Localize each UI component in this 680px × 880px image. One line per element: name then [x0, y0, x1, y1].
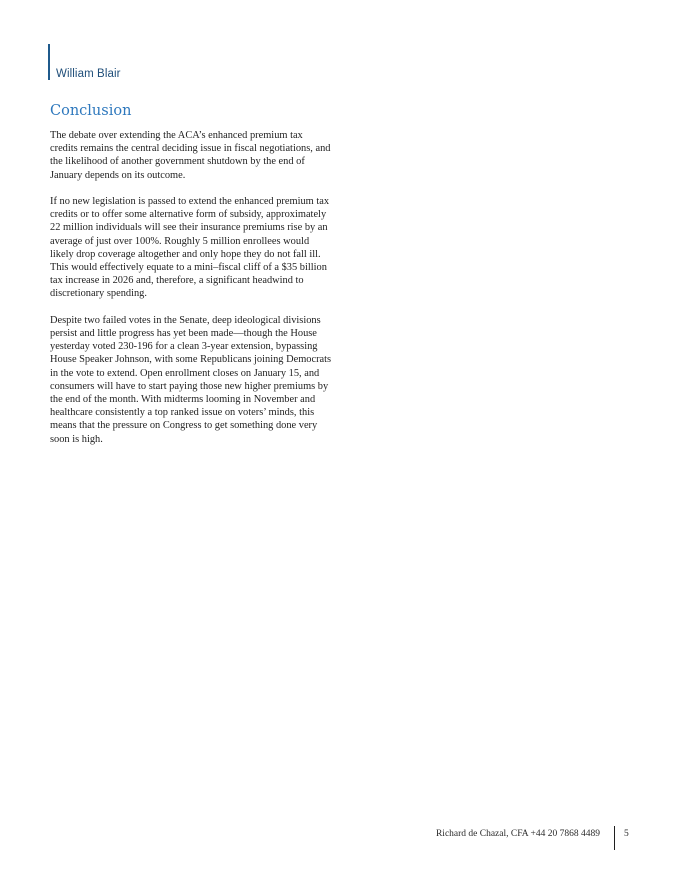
- footer-rule: [614, 826, 615, 850]
- paragraph-2: If no new legislation is passed to extend the enhanced premium tax credits or to offer some alternative form of subsidy, approximately 22 million individuals will see their insurance premiums rise by an average of just over 100%. Roughly 5 million enrollees would likely drop coverage altogether and only hope they do not fall ill. This would effectively equate to a mini–fiscal cliff of a $35 billion tax increase in 2026 and, therefore, a significant headwind to discretionary spending.: [50, 196, 330, 300]
- paragraph-1: The debate over extending the ACA’s enhanced premium tax credits remains the central deciding issue in fiscal negotiations, and the likelihood of another government shutdown by the end of January depends on its outcome.: [50, 130, 331, 181]
- section-body: [50, 129, 332, 459]
- brand-name: William Blair: [56, 68, 121, 80]
- page-number: 5: [624, 829, 629, 839]
- header-rule: [48, 44, 50, 80]
- footer-author: Richard de Chazal, CFA +44 20 7868 4489: [435, 829, 600, 839]
- section-title: Conclusion: [50, 103, 132, 119]
- paragraph-3: Despite two failed votes in the Senate, deep ideological divisions persist and little progress has yet been made—though the House yesterday voted 230-196 for a clean 3-year extension, bypassing House Speaker Johnson, with some Republicans joining Democrats in the vote to extend. Open enrollment closes on January 15, and consumers will have to start paying those new higher premiums by the end of the month. With midterms looming in November and healthcare consistently a top ranked issue on voters’ minds, this means that the pressure on Congress to get something done very soon is high.: [50, 314, 332, 445]
